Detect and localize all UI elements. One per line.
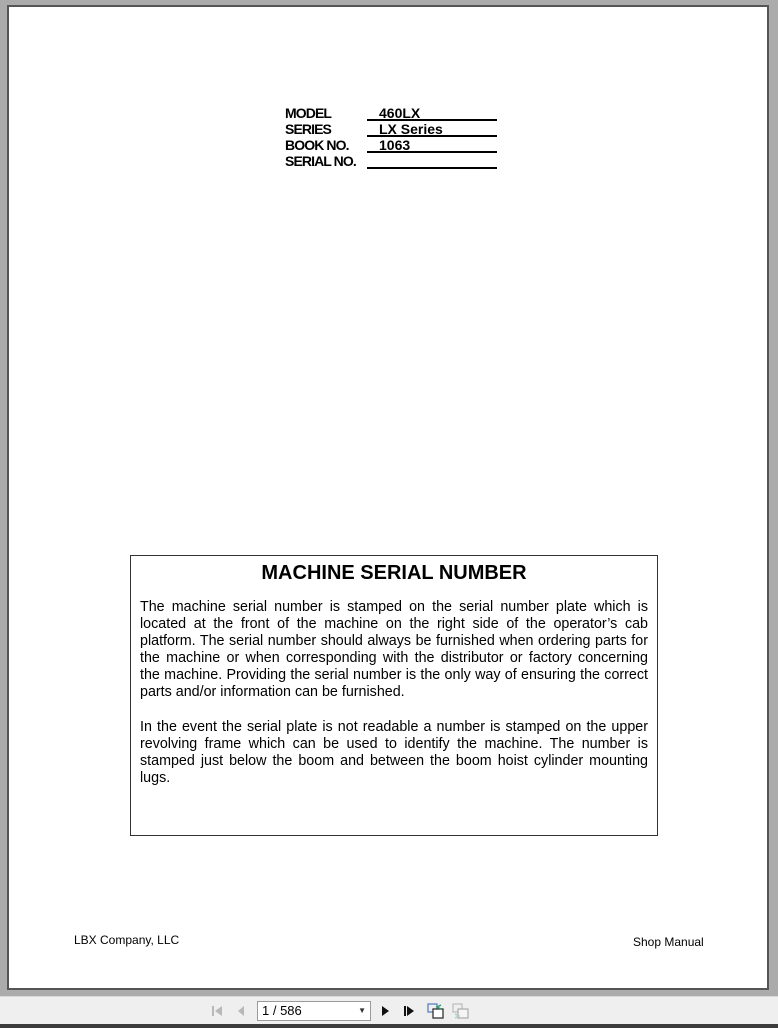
footer-company: LBX Company, LLC: [74, 933, 180, 947]
first-page-icon: [210, 1004, 224, 1018]
previous-page-icon: [234, 1004, 248, 1018]
previous-view-icon: [427, 1002, 445, 1020]
notice-paragraph: The machine serial number is stamped on the serial number plate which is located at the front of the machine on the right side of the operator’s cab platform. The serial number should always be furnished when ordering parts for the machine or when corresponding with the distributor or factory concerning the machine. Providing the serial number is the only way of ensuring the correct parts and/or information can be furnished.: [140, 599, 648, 700]
info-value: LX Series: [379, 121, 443, 137]
footer-manual-type: Shop Manual: [633, 935, 704, 949]
first-page-button[interactable]: [207, 1001, 227, 1021]
page-indicator: 1 / 586: [262, 1003, 302, 1018]
page-navigation-toolbar: [0, 996, 778, 1024]
info-label: MODEL: [285, 105, 332, 121]
info-value: 1063: [379, 137, 411, 153]
info-label: SERIAL NO.: [285, 153, 356, 169]
previous-view-button[interactable]: [426, 1001, 446, 1021]
info-row-serial-no: [285, 153, 505, 169]
model-info-block: [285, 105, 505, 169]
underline: [367, 167, 497, 169]
info-row-series: [285, 121, 505, 137]
serial-number-notice-box: [130, 555, 658, 836]
next-page-icon: [378, 1004, 392, 1018]
notice-title: MACHINE SERIAL NUMBER: [261, 562, 527, 584]
next-view-button[interactable]: [451, 1001, 471, 1021]
notice-paragraph: In the event the serial plate is not readable a number is stamped on the upper revolving frame which can be used to identify the machine. The number is stamped just below the boom and between the boom hoist cylinder mounting lugs.: [140, 719, 648, 786]
next-view-icon: [452, 1002, 470, 1020]
page-number-select[interactable]: [257, 1001, 371, 1021]
last-page-icon: [402, 1004, 416, 1018]
previous-page-button[interactable]: [231, 1001, 251, 1021]
dropdown-arrow-icon: ▼: [358, 1006, 366, 1015]
window-bottom-edge: [0, 1024, 778, 1028]
pdf-page: [7, 5, 769, 990]
info-label: SERIES: [285, 121, 331, 137]
info-row-model: [285, 105, 505, 121]
info-value: 460LX: [379, 105, 421, 121]
info-label: BOOK NO.: [285, 137, 349, 153]
last-page-button[interactable]: [399, 1001, 419, 1021]
next-page-button[interactable]: [375, 1001, 395, 1021]
info-row-book-no: [285, 137, 505, 153]
